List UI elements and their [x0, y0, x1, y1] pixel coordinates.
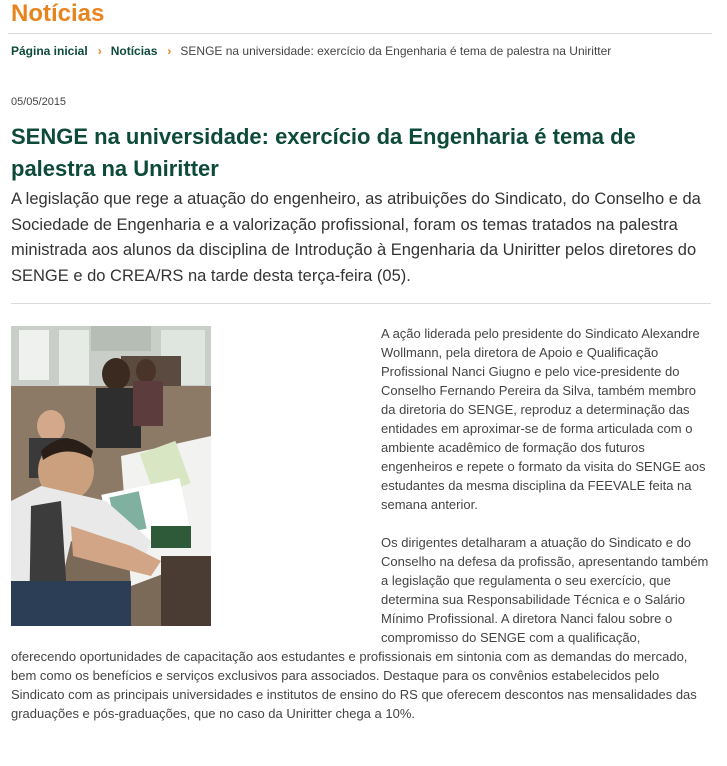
article-photo	[11, 326, 211, 626]
title-divider	[8, 33, 712, 34]
breadcrumb-current: SENGE na universidade: exercício da Engenharia é tema de palestra na Uniritter	[180, 44, 612, 58]
article-paragraph: A ação liderada pelo presidente do Sindicato Alexandre Wollmann, pela diretora de Apoio e Qualificação Profissional Nanci Giugno e pelo vice-presidente do Conselho Fernando Pereira da Silva, também membro da diretoria do SENGE, reproduz a determinação das entidades em aproximar-se de forma articulada com o ambiente acadêmico de formação dos futuros engenheiros e repete o formato da visita do SENGE aos estudantes da mesma disciplina da FEEVALE feita na semana anterior.	[381, 326, 706, 512]
chevron-right-icon: ›	[167, 44, 172, 58]
article-paragraph: Os dirigentes detalharam a atuação do Sindicato e do Conselho na defesa da profissão, apresentando também a legislação que regulamenta o seu exercício, que determina sua Responsabilidade Técnica e o Salário Mínimo Profissional. A diretora Nanci falou sobre o compromisso do SENGE com a qualificação, oferecendo oportunidades de capacitação aos estudantes e profissionais em sintonia com as demandas do mercado, bem como os benefícios e serviços exclusivos para associados. Destaque para os convênios estabelecidos pelo Sindicato com as principais universidades e institutos de ensino do RS que oferecem descontos nas mensalidades das graduações e pós-graduações, que no caso da Uniritter chega a 10%.	[11, 535, 709, 721]
article-divider	[11, 303, 711, 304]
article-lead: A legislação que rege a atuação do engenheiro, as atribuições do Sindicato, do Conselho e da Sociedade de Engenharia e a valorização profissional, foram os temas tratados na palestra ministrada aos alunos da disciplina de Introdução à Engenharia da Uniritter pelos diretores do SENGE e do CREA/RS na tarde desta terça-feira (05).	[11, 190, 701, 285]
chevron-right-icon: ›	[97, 44, 102, 58]
breadcrumb	[11, 43, 611, 59]
breadcrumb-news-link[interactable]: Notícias	[110, 44, 158, 58]
article-title: SENGE na universidade: exercício da Engenharia é tema de palestra na Uniritter	[11, 124, 636, 181]
article-body	[11, 324, 709, 742]
article-date: 05/05/2015	[11, 96, 67, 108]
breadcrumb-home-link[interactable]: Página inicial	[11, 44, 88, 58]
section-title: Notícias	[11, 0, 105, 27]
